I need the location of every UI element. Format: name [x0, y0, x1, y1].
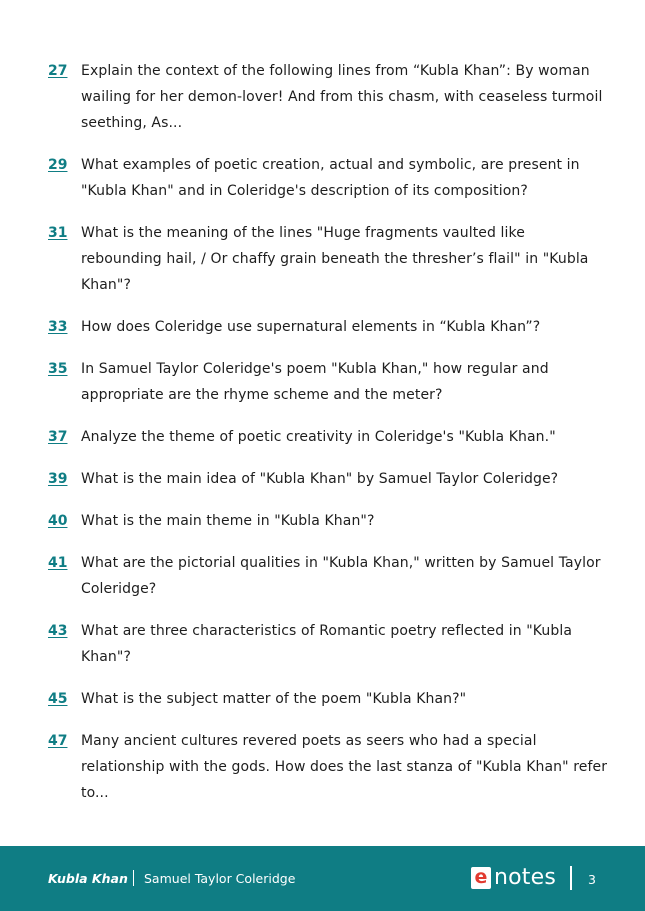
footer-divider	[570, 866, 572, 890]
question-text: What is the subject matter of the poem "Kubla Khan?"	[81, 691, 467, 707]
question-text: Explain the context of the following lines from “Kubla Khan”: By woman wailing for her demon-lover! And from this chasm, with ceaseless turmoil seething, As...	[81, 63, 603, 131]
question-number-link[interactable]: 31	[48, 225, 68, 241]
logo-e-mark: e	[471, 867, 491, 889]
page-number: 3	[588, 872, 596, 887]
footer-title: Kubla Khan	[48, 871, 128, 886]
question-number-link[interactable]: 35	[48, 361, 68, 377]
question-text: In Samuel Taylor Coleridge's poem "Kubla Khan," how regular and appropriate are the rhyme scheme and the meter?	[81, 361, 549, 403]
question-text: What is the main idea of "Kubla Khan" by Samuel Taylor Coleridge?	[81, 471, 559, 487]
list-item	[48, 508, 608, 534]
question-text: What is the main theme in "Kubla Khan"?	[81, 513, 375, 529]
footer-divider	[133, 870, 134, 886]
question-text: Many ancient cultures revered poets as seers who had a special relationship with the gods. How does the last stanza of "Kubla Khan" refer to...	[81, 733, 608, 801]
enotes-logo[interactable]	[471, 867, 556, 889]
question-number-link[interactable]: 37	[48, 429, 68, 445]
question-text: What are three characteristics of Romantic poetry reflected in "Kubla Khan"?	[81, 623, 573, 665]
question-text: What are the pictorial qualities in "Kubla Khan," written by Samuel Taylor Coleridge?	[81, 555, 601, 597]
question-text: What is the meaning of the lines "Huge fragments vaulted like rebounding hail, / Or chaffy grain beneath the thresher’s flail" in "Kubla Khan"?	[81, 225, 589, 293]
list-item	[48, 220, 608, 298]
list-item	[48, 314, 608, 340]
list-item	[48, 466, 608, 492]
question-list	[48, 58, 608, 822]
list-item	[48, 618, 608, 670]
list-item	[48, 424, 608, 450]
list-item	[48, 728, 608, 806]
question-text: How does Coleridge use supernatural elements in “Kubla Khan”?	[81, 319, 541, 335]
page-footer	[0, 846, 645, 911]
question-number-link[interactable]: 43	[48, 623, 68, 639]
list-item	[48, 58, 608, 136]
question-number-link[interactable]: 27	[48, 63, 68, 79]
question-number-link[interactable]: 45	[48, 691, 68, 707]
list-item	[48, 686, 608, 712]
question-number-link[interactable]: 41	[48, 555, 68, 571]
question-number-link[interactable]: 33	[48, 319, 68, 335]
list-item	[48, 152, 608, 204]
list-item	[48, 356, 608, 408]
footer-author: Samuel Taylor Coleridge	[144, 871, 296, 886]
question-number-link[interactable]: 40	[48, 513, 68, 529]
question-text: Analyze the theme of poetic creativity in Coleridge's "Kubla Khan."	[81, 429, 556, 445]
list-item	[48, 550, 608, 602]
question-number-link[interactable]: 47	[48, 733, 68, 749]
logo-wordmark: notes	[494, 865, 557, 890]
question-text: What examples of poetic creation, actual and symbolic, are present in "Kubla Khan" and in Coleridge's description of its composition?	[81, 157, 580, 199]
question-number-link[interactable]: 29	[48, 157, 68, 173]
question-number-link[interactable]: 39	[48, 471, 68, 487]
